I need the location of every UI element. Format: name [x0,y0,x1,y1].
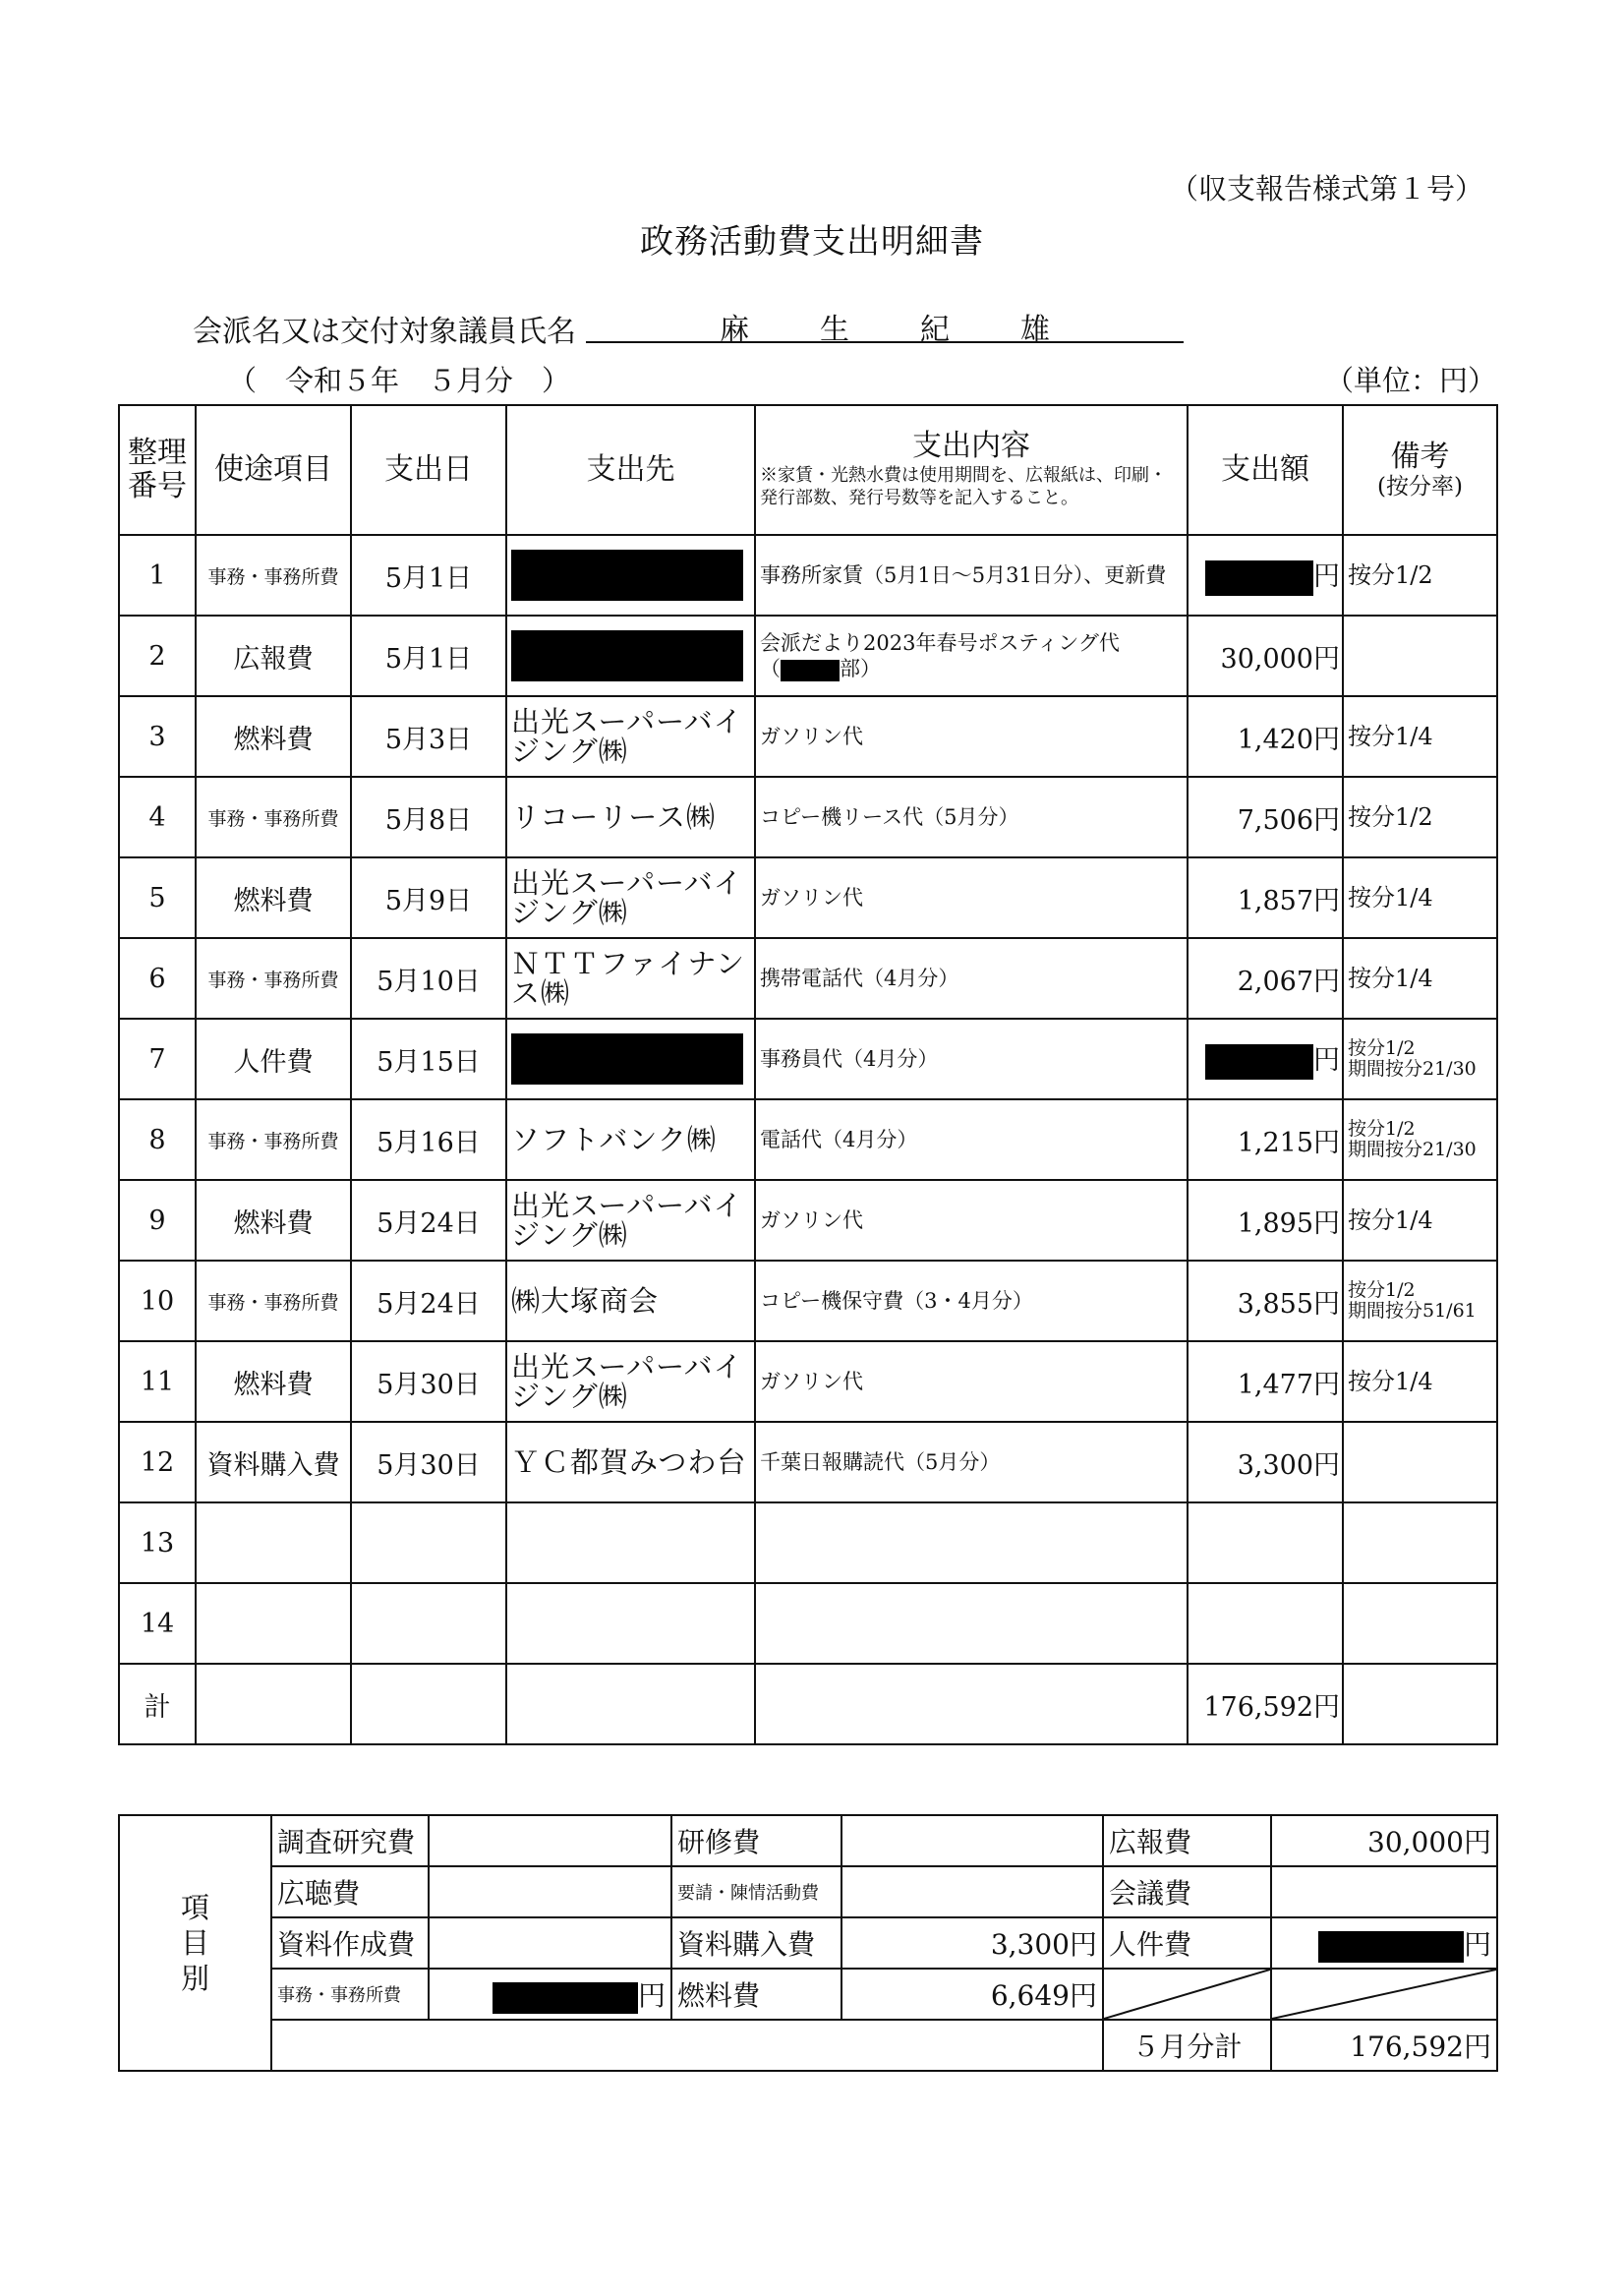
material-make-value [429,1917,671,1969]
row-remarks-text: 按分1/2 [1348,1279,1416,1302]
table-row [119,857,1497,938]
row-amount [1188,1341,1343,1422]
redaction-block [511,550,743,601]
row-amount [1188,1502,1343,1583]
form-number: （収支報告様式第１号） [1170,172,1484,206]
row-number: 10 [119,1261,196,1341]
row-category [196,1583,351,1664]
row-content-text: コピー機保守費（3・4月分） [760,1288,1033,1313]
row-remarks [1343,1422,1497,1502]
row-category: 広報費 [196,616,351,696]
row-payee [506,1502,755,1583]
row-amount [1188,777,1343,857]
row-amount-text: 円 [1313,1045,1340,1077]
row-content-text: ガソリン代 [760,1369,863,1393]
row-remarks-text: 按分1/4 [1348,1206,1433,1234]
row-date [351,1502,506,1583]
row-category [196,1502,351,1583]
row-content [755,1583,1188,1664]
month-total-value: 176,592円 [1271,2020,1497,2071]
row-amount [1188,535,1343,616]
header-remarks-sub: (按分率) [1377,474,1463,500]
header-payee: 支出先 [506,405,755,535]
row-payee [506,1583,755,1664]
unit-label: （単位：円） [1325,364,1497,397]
research-value [429,1815,671,1866]
row-category: 燃料費 [196,857,351,938]
row-amount-text: 1,477円 [1237,1369,1340,1400]
row-amount [1188,1261,1343,1341]
row-remarks [1343,857,1497,938]
total-empty-cell [506,1664,755,1744]
header-category: 使途項目 [196,405,351,535]
fuel-label: 燃料費 [671,1969,841,2020]
row-amount-text: 2,067円 [1237,966,1340,997]
row-date: 5月3日 [351,696,506,777]
row-number: 11 [119,1341,196,1422]
petition-label: 要請・陳情活動費 [671,1866,841,1917]
personnel-value-text: 円 [1463,1928,1491,1961]
row-category: 事務・事務所費 [196,938,351,1019]
meeting-value [1271,1866,1497,1917]
total-row [119,1664,1497,1744]
row-amount-text: 7,506円 [1237,804,1340,836]
row-content-text: ガソリン代 [760,885,863,910]
row-amount [1188,1099,1343,1180]
month-total-label: ５月分計 [1103,2020,1271,2071]
row-content [755,857,1188,938]
table-row [119,938,1497,1019]
row-date: 5月30日 [351,1422,506,1502]
row-remarks-text: 按分1/4 [1348,883,1433,912]
row-amount-text: 3,300円 [1237,1449,1340,1481]
row-content-open: （ [760,657,781,680]
row-remarks [1343,1019,1497,1099]
row-content-text: 事務所家賃（5月1日～5月31日分）、更新費 [760,562,1167,587]
member-label: 会派名又は交付対象議員氏名 [193,315,576,349]
row-payee: 出光スーパーバイジング㈱ [506,696,755,777]
row-amount [1188,1019,1343,1099]
row-remarks [1343,696,1497,777]
summary-empty-cell [271,2020,1103,2071]
header-no: 整理番号 [119,405,196,535]
summary-side-text: 項目別 [180,1890,209,1996]
material-make-label: 資料作成費 [271,1917,429,1969]
document-title: 政務活動費支出明細書 [640,222,984,262]
office-value [429,1969,671,2020]
row-category: 人件費 [196,1019,351,1099]
row-payee: ソフトバンク㈱ [506,1099,755,1180]
row-amount [1188,857,1343,938]
member-name: 麻生紀雄 [720,313,1121,347]
row-category: 資料購入費 [196,1422,351,1502]
row-amount [1188,1583,1343,1664]
redaction-block [1318,1931,1464,1963]
row-date: 5月10日 [351,938,506,1019]
personnel-label: 人件費 [1103,1917,1271,1969]
diagonal-line [1272,1970,1496,2019]
header-remarks-label: 備考 [1390,439,1450,474]
table-row [119,1502,1497,1583]
row-remarks [1343,938,1497,1019]
training-value [841,1815,1103,1866]
row-amount [1188,1180,1343,1261]
redaction-block [511,1033,743,1085]
pr-label: 広報費 [1103,1815,1271,1866]
row-date: 5月30日 [351,1341,506,1422]
row-amount-text: 1,857円 [1237,885,1340,916]
row-number: 6 [119,938,196,1019]
row-content [755,1261,1188,1341]
row-amount-text: 1,215円 [1237,1127,1340,1158]
meeting-label: 会議費 [1103,1866,1271,1917]
table-row [119,1019,1497,1099]
row-number: 1 [119,535,196,616]
redaction-block [493,1982,638,2014]
row-number: 3 [119,696,196,777]
header-amount: 支出額 [1188,405,1343,535]
row-date [351,1583,506,1664]
period: （ 令和５年 ５月分 ） [228,364,571,397]
header-content-label: 支出内容 [912,429,1030,464]
table-header-row [119,405,1497,535]
row-payee [506,535,755,616]
total-label: 計 [119,1664,196,1744]
research-label: 調査研究費 [271,1815,429,1866]
row-number: 7 [119,1019,196,1099]
total-empty-cell [351,1664,506,1744]
row-category: 燃料費 [196,1341,351,1422]
row-remarks-text: 按分1/4 [1348,964,1433,992]
row-content [755,535,1188,616]
row-date: 5月1日 [351,535,506,616]
redaction-block [1205,560,1313,596]
row-payee: ＹＣ都賀みつわ台 [506,1422,755,1502]
row-amount-text: 1,895円 [1237,1207,1340,1239]
diagonal-cell [1103,1969,1271,2020]
member-underline [586,341,1184,343]
row-number: 13 [119,1502,196,1583]
table-row [119,1180,1497,1261]
header-remarks [1343,405,1497,535]
redaction-block [511,630,743,681]
table-row [119,1422,1497,1502]
office-label: 事務・事務所費 [271,1969,429,2020]
row-category: 燃料費 [196,696,351,777]
row-remarks [1343,1583,1497,1664]
row-remarks-text: 按分1/2 [1348,1037,1416,1060]
row-category: 事務・事務所費 [196,1261,351,1341]
row-amount [1188,1422,1343,1502]
row-amount [1188,696,1343,777]
row-content [755,616,1188,696]
row-content-text: 電話代（4月分） [760,1127,918,1151]
office-value-text: 円 [637,1979,666,2012]
row-content [755,777,1188,857]
hearing-label: 広聴費 [271,1866,429,1917]
row-number: 2 [119,616,196,696]
row-payee [506,616,755,696]
row-number: 12 [119,1422,196,1502]
row-content-text: 会派だより2023年春号ポスティング代 [760,630,1120,655]
personnel-value [1271,1917,1497,1969]
row-remarks-period: 期間按分21/30 [1348,1058,1477,1080]
row-content [755,1019,1188,1099]
row-category: 事務・事務所費 [196,1099,351,1180]
row-number: 4 [119,777,196,857]
header-content-note: ※家賃・光熱水費は使用期間を、広報紙は、印刷・発行部数、発行号数等を記入すること。 [760,464,1167,509]
row-remarks [1343,777,1497,857]
row-date: 5月24日 [351,1261,506,1341]
row-remarks-period: 期間按分21/30 [1348,1139,1477,1160]
row-remarks-text: 按分1/4 [1348,1367,1433,1395]
row-content-text: 携帯電話代（4月分） [760,966,959,990]
hearing-value [429,1866,671,1917]
total-amount: 176,592円 [1188,1664,1343,1744]
total-empty-cell [196,1664,351,1744]
row-content [755,696,1188,777]
summary-table [118,1814,1498,2072]
table-row [119,777,1497,857]
row-category: 事務・事務所費 [196,777,351,857]
row-category: 燃料費 [196,1180,351,1261]
row-content-close: 部） [840,657,881,680]
row-content-text: 千葉日報購読代（5月分） [760,1449,1001,1474]
table-row [119,1099,1497,1180]
row-remarks-period: 期間按分51/61 [1348,1300,1477,1322]
row-content-text: 事務員代（4月分） [760,1046,939,1071]
petition-value [841,1866,1103,1917]
total-empty-cell [1343,1664,1497,1744]
row-remarks [1343,1341,1497,1422]
row-amount [1188,616,1343,696]
row-category: 事務・事務所費 [196,535,351,616]
summary-side-label [119,1815,271,2071]
row-payee: 出光スーパーバイジング㈱ [506,1180,755,1261]
row-amount-text: 30,000円 [1220,643,1340,675]
row-number: 5 [119,857,196,938]
row-remarks [1343,1261,1497,1341]
pr-value: 30,000円 [1271,1815,1497,1866]
row-amount-text: 円 [1313,561,1340,593]
row-date: 5月9日 [351,857,506,938]
diagonal-line [1104,1970,1270,2019]
row-amount-text: 3,855円 [1237,1288,1340,1320]
row-date: 5月1日 [351,616,506,696]
table-row [119,535,1497,616]
fuel-value: 6,649円 [841,1969,1103,2020]
row-number: 14 [119,1583,196,1664]
row-amount-text: 1,420円 [1237,724,1340,755]
row-remarks [1343,535,1497,616]
row-payee: リコーリース㈱ [506,777,755,857]
row-content-text: ガソリン代 [760,1207,863,1232]
row-number: 8 [119,1099,196,1180]
row-remarks [1343,1099,1497,1180]
total-empty-cell [755,1664,1188,1744]
row-date: 5月15日 [351,1019,506,1099]
table-row [119,696,1497,777]
row-payee: ㈱大塚商会 [506,1261,755,1341]
header-date: 支出日 [351,405,506,535]
row-number: 9 [119,1180,196,1261]
row-amount [1188,938,1343,1019]
row-payee: ＮＴＴファイナンス㈱ [506,938,755,1019]
redaction-block [781,660,840,681]
row-payee: 出光スーパーバイジング㈱ [506,1341,755,1422]
table-row [119,1261,1497,1341]
row-content [755,1422,1188,1502]
row-content [755,1180,1188,1261]
table-row [119,616,1497,696]
material-buy-value: 3,300円 [841,1917,1103,1969]
row-remarks-text: 按分1/2 [1348,560,1433,589]
row-payee: 出光スーパーバイジング㈱ [506,857,755,938]
training-label: 研修費 [671,1815,841,1866]
row-remarks [1343,616,1497,696]
row-remarks [1343,1180,1497,1261]
diagonal-cell [1271,1969,1497,2020]
table-row [119,1341,1497,1422]
row-remarks [1343,1502,1497,1583]
row-remarks-text: 按分1/2 [1348,1118,1416,1141]
redaction-block [1205,1044,1313,1080]
row-content [755,1341,1188,1422]
row-date: 5月24日 [351,1180,506,1261]
row-payee [506,1019,755,1099]
row-remarks-text: 按分1/2 [1348,802,1433,831]
row-content [755,938,1188,1019]
header-content [755,405,1188,535]
row-content-text: ガソリン代 [760,724,863,748]
row-content [755,1099,1188,1180]
material-buy-label: 資料購入費 [671,1917,841,1969]
row-remarks-text: 按分1/4 [1348,722,1433,750]
row-content-text: コピー機リース代（5月分） [760,804,1019,829]
expense-table [118,404,1498,1745]
row-date: 5月8日 [351,777,506,857]
table-row [119,1583,1497,1664]
row-date: 5月16日 [351,1099,506,1180]
row-content [755,1502,1188,1583]
